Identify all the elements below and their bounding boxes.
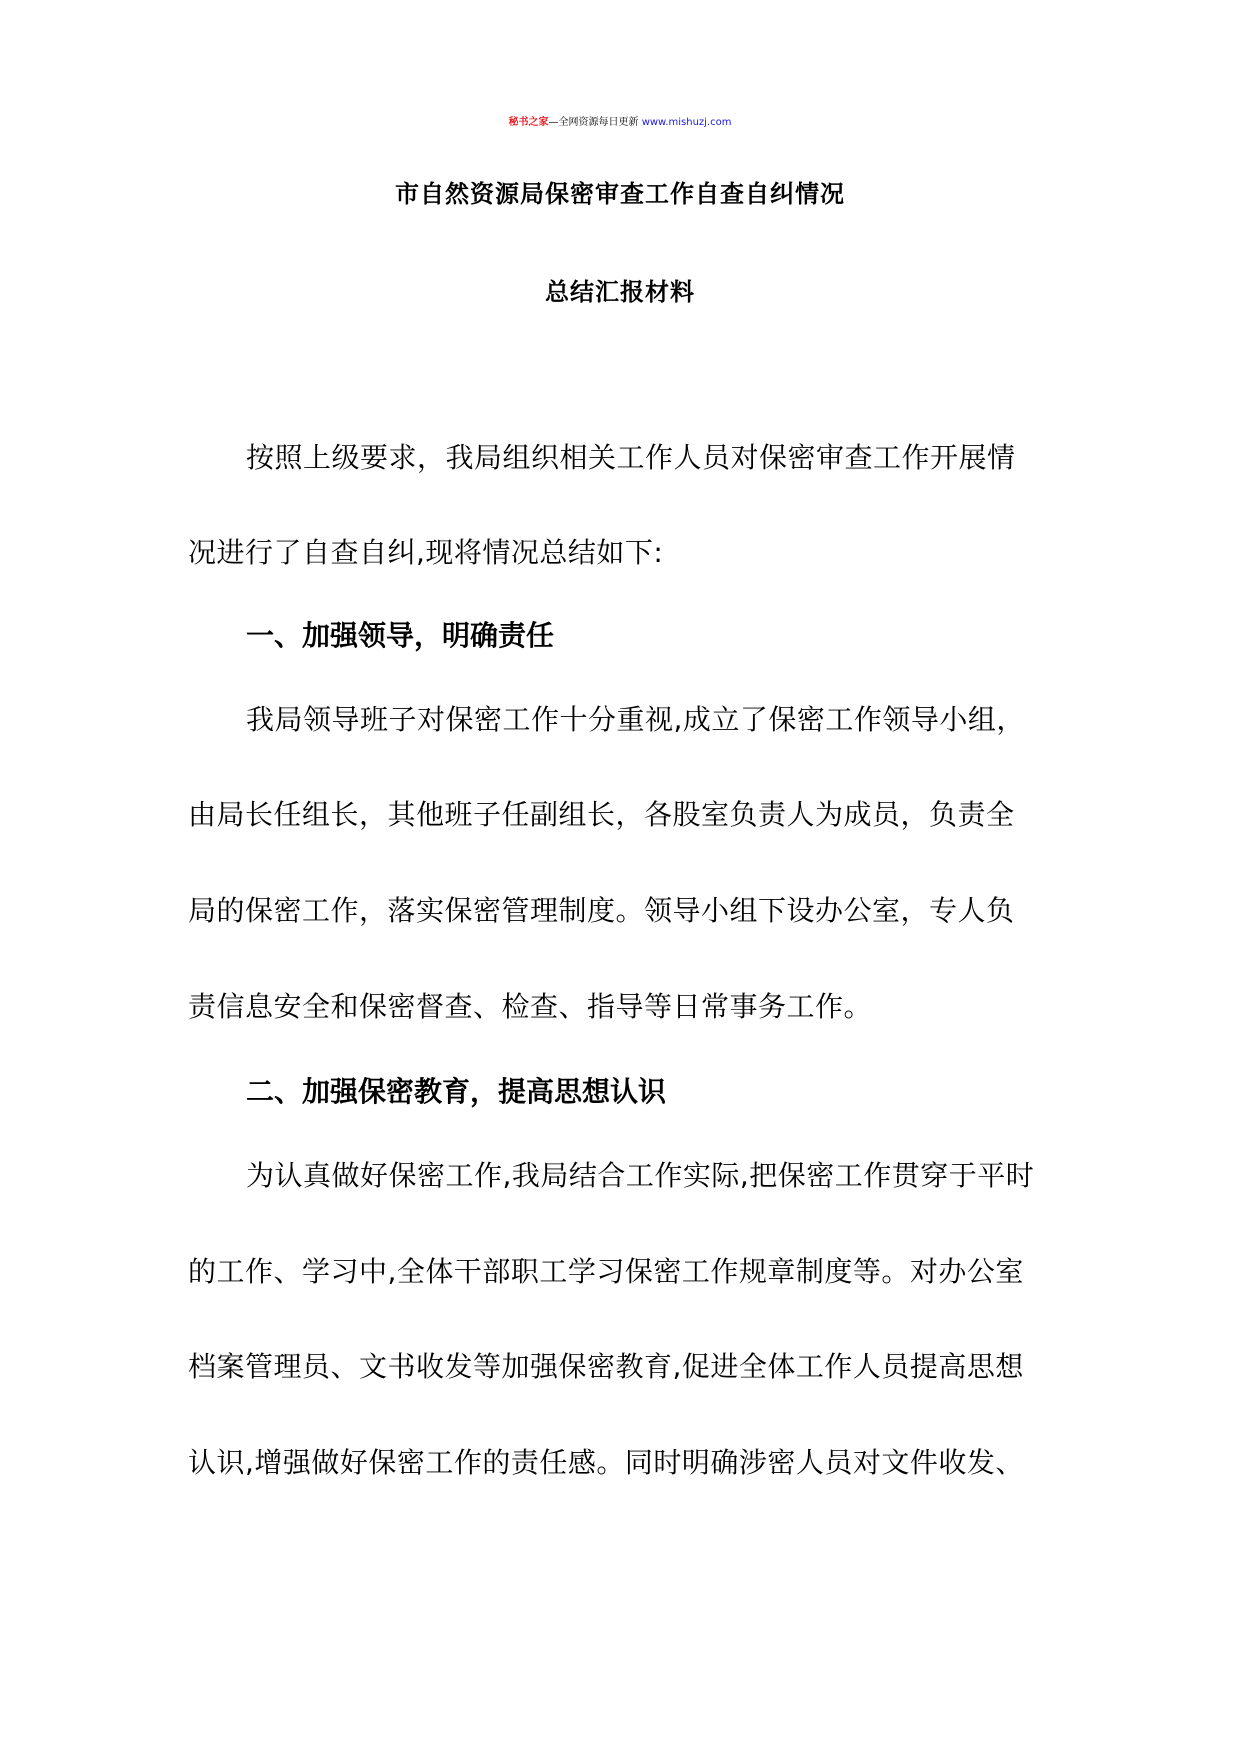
document-title-line-1: 市自然资源局保密审查工作自查自纠情况 [395,179,845,208]
site-header [0,100,1240,146]
paragraph-line: 由局长任组长，其他班子任副组长，各股室负责人为成员，负责全 [188,798,1015,831]
paragraph-line: 为认真做好保密工作,我局结合工作实际,把保密工作贯穿于平时 [246,1159,1035,1192]
site-name: 秘书之家 [508,117,549,128]
site-url-link[interactable]: www.mishuzj.com [641,117,732,128]
document-title-line-2: 总结汇报材料 [545,277,695,306]
site-tagline: —全网资源每日更新 [548,117,642,128]
paragraph-line: 档案管理员、文书收发等加强保密教育,促进全体工作人员提高思想 [188,1350,1024,1383]
paragraph-line: 我局领导班子对保密工作十分重视,成立了保密工作领导小组， [246,703,1025,736]
section-heading-2: 二、加强保密教育，提高思想认识 [246,1075,667,1108]
paragraph-line: 的工作、学习中,全体干部职工学习保密工作规章制度等。对办公室 [188,1255,1024,1288]
paragraph-line: 局的保密工作，落实保密管理制度。领导小组下设办公室，专人负 [188,894,1015,927]
paragraph-line: 况进行了自查自纠,现将情况总结如下: [188,536,664,569]
paragraph-line: 按照上级要求，我局组织相关工作人员对保密审查工作开展情 [246,441,1016,474]
paragraph-line: 认识,增强做好保密工作的责任感。同时明确涉密人员对文件收发、 [188,1446,1024,1479]
paragraph-line: 责信息安全和保密督查、检查、指导等日常事务工作。 [188,990,873,1023]
section-heading-1: 一、加强领导，明确责任 [246,619,555,652]
